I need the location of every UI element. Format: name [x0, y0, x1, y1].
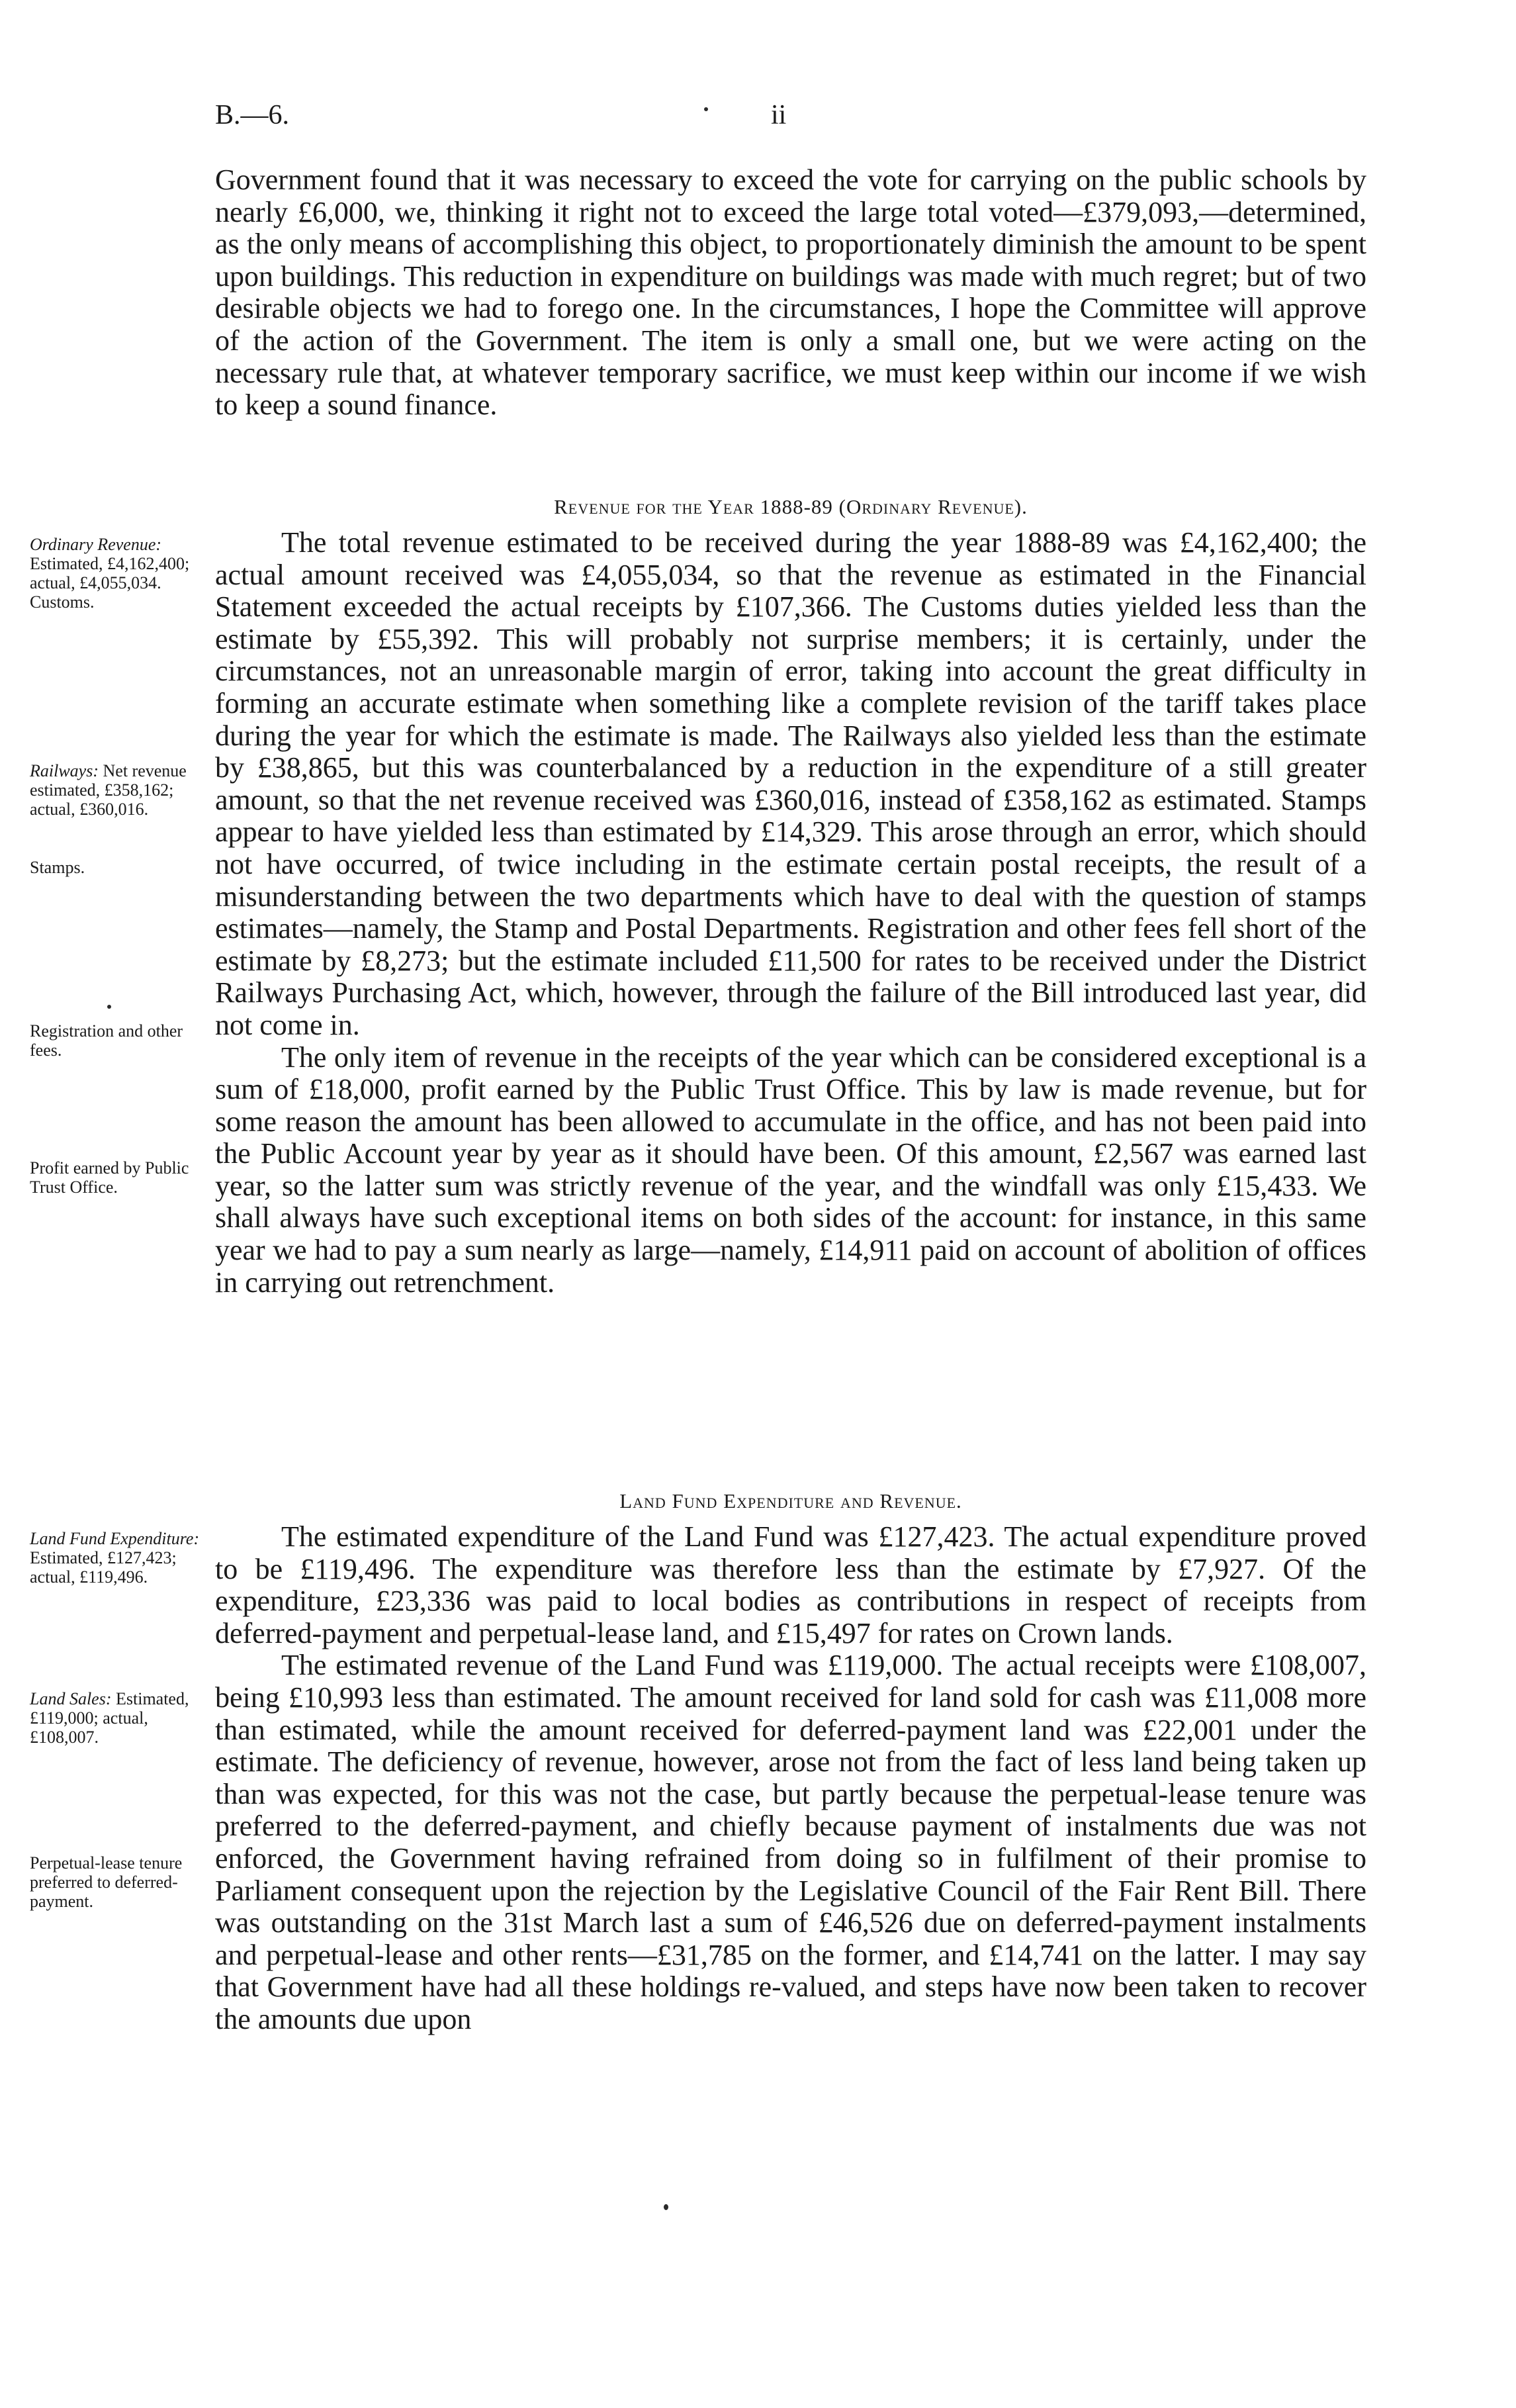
margin-note-text: Profit earned by Public Trust Office.: [30, 1158, 189, 1197]
page-number: ii: [771, 100, 787, 130]
revenue-paragraph-1: The total revenue estimated to be received during the year 1888-89 was £4,162,400; the actual amount received was £4,055,034, so that the revenue as estimated in the Financial Statement exceeded the actual receipts by £107,366. The Customs duties yielded less than the estimate by £55,392. This will probably not surprise members; it is certainly, under the circumstances, not an unreasonable margin of error, taking into account the great difficulty in forming an accurate estimate when something like a complete revision of the tariff takes place during the year for which the estimate is made. The Railways also yielded less than the estimate by £38,865, but this was counterbalanced by a reduction in the expenditure of a still greater amount, so that the net revenue received was £360,016, instead of £358,162 as estimated. Stamps appear to have yielded less than estimated by £14,329. This arose through an error, which should not have occurred, of twice including in the estimate certain postal receipts, the result of a misunderstanding between the two departments which have to deal with the question of stamps estimates—namely, the Stamp and Postal Departments. Registration and other fees fell short of the estimate by £8,273; but the estimate included £11,500 for rates to be received under the District Railways Purchasing Act, which, however, through the failure of the Bill introduced last year, did not come in.: [215, 526, 1366, 1041]
margin-note-perpetual-lease: [30, 1853, 212, 1911]
intro-text: Government found that it was necessary to exceed the vote for carrying on the public schools by nearly £6,000, we, thinking it right not to exceed the large total voted—£379,093,—determined, as the only means of accomplishing this object, to proportionately diminish the amount to be spent upon buildings. This reduction in expenditure on buildings was made with much regret; but of two desirable objects we had to forego one. In the circumstances, I hope the Committee will approve of the action of the Government. The item is only a small one, but we were acting on the necessary rule that, at whatever temporary sacrifice, we must keep within our income if we wish to keep a sound finance.: [215, 163, 1366, 422]
revenue-section-body: [215, 527, 1366, 1299]
margin-note-text: Net revenue estimated, £358,162; actual, £360,016.: [30, 761, 187, 819]
margin-note-text: Stamps.: [30, 858, 85, 877]
scan-speck: [664, 2204, 668, 2210]
margin-note-text: Estimated, £4,162,400; actual, £4,055,034. Customs.: [30, 554, 190, 612]
page-header: [215, 99, 1366, 139]
land-fund-section-heading: Land Fund Expenditure and Revenue.: [619, 1489, 962, 1512]
margin-note-title: Railways:: [30, 761, 99, 780]
revenue-paragraph-2: The only item of revenue in the receipts of the year which can be considered exceptional is a sum of £18,000, profit earned by the Public Trust Office. This by law is made revenue, but for some reason the amount has been allowed to accumulate in the office, and has not been paid into the Public Account year by year as it should have been. Of this amount, £2,567 was earned last year, so the latter sum was strictly revenue of the year, and the windfall was only £15,433. We shall always have such exceptional items on both sides of the account: for instance, in this same year we had to pay a sum nearly as large—namely, £14,911 paid on account of abolition of offices in carrying out retrenchment.: [215, 1041, 1366, 1299]
land-fund-paragraph-1: The estimated expenditure of the Land Fund was £127,423. The actual expenditure proved to be £119,496. The expenditure was therefore less than the estimate by £7,927. Of the expenditure, £23,336 was paid to local bodies as contributions in respect of receipts from deferred-payment and perpetual-lease land, and £15,497 for rates on Crown lands.: [215, 1520, 1366, 1649]
margin-note-land-fund-expenditure: [30, 1529, 212, 1587]
margin-note-title: Land Fund Expenditure:: [30, 1529, 200, 1548]
margin-note-title: Ordinary Revenue:: [30, 535, 162, 554]
intro-paragraph: [215, 164, 1366, 422]
margin-note-railways: [30, 761, 212, 819]
revenue-section-heading: Revenue for the Year 1888-89 (Ordinary Revenue).: [554, 495, 1028, 518]
land-fund-section-body: [215, 1521, 1366, 2036]
margin-note-text: Perpetual-lease tenure preferred to deferred-payment.: [30, 1853, 183, 1911]
margin-note-text: Estimated, £119,000; actual, £108,007.: [30, 1689, 189, 1747]
document-reference: B.—6.: [215, 100, 290, 130]
scan-speck: [107, 1005, 111, 1009]
margin-note-ordinary-revenue: [30, 535, 212, 612]
margin-note-text: Estimated, £127,423; actual, £119,496.: [30, 1548, 177, 1587]
margin-note-text: Registration and other fees.: [30, 1021, 183, 1060]
scan-speck: [704, 107, 708, 111]
margin-note-registration-fees: [30, 1021, 212, 1060]
margin-note-title: Land Sales:: [30, 1689, 112, 1708]
margin-note-stamps: [30, 858, 212, 877]
land-fund-paragraph-2: The estimated revenue of the Land Fund was £119,000. The actual receipts were £108,007, being £10,993 less than estimated. The amount received for land sold for cash was £11,008 more than estimated, while the amount received for deferred-payment land was £22,001 under the estimate. The deficiency of revenue, however, arose not from the fact of less land being taken up than was expected, for this was not the case, but partly because the perpetual-lease tenure was preferred to the deferred-payment, and chiefly because payment of instalments due was not enforced, the Government having refrained from doing so in fulfilment of their promise to Parliament consequent upon the rejection by the Legislative Council of the Fair Rent Bill. There was outstanding on the 31st March last a sum of £46,526 due on deferred-payment instalments and perpetual-lease and other rents—£31,785 on the former, and £14,741 on the latter. I may say that Government have had all these holdings re-valued, and steps have now been taken to recover the amounts due upon: [215, 1649, 1366, 2035]
margin-note-public-trust: [30, 1158, 212, 1197]
margin-note-land-sales: [30, 1689, 212, 1747]
